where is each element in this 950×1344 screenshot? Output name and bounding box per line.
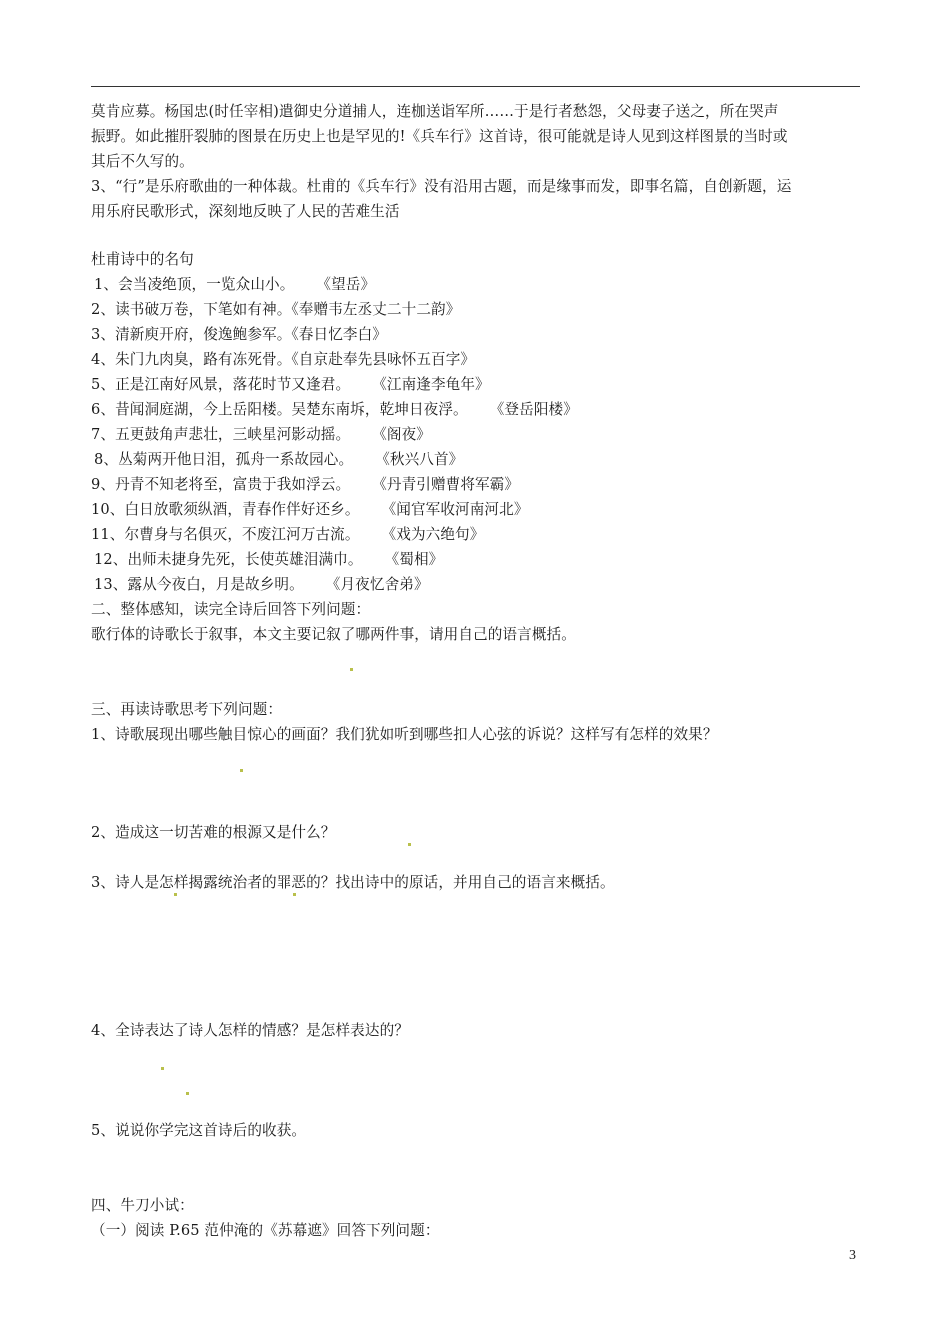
speck <box>186 1092 189 1095</box>
famous-line-source: 《登岳阳楼》 <box>489 401 578 418</box>
famous-line-text: 3、清新庾开府，俊逸鲍参军。 <box>91 326 292 343</box>
famous-line-item <box>91 397 861 422</box>
famous-line-item <box>94 547 864 572</box>
famous-line-text: 8、丛菊两开他日泪，孤舟一系故园心。 <box>94 451 354 468</box>
section-2-heading: 二、整体感知，读完全诗后回答下列问题： <box>91 601 371 618</box>
famous-line-text: 12、出师未捷身先死，长使英雄泪满巾。 <box>94 551 363 568</box>
section-3-heading: 三、再读诗歌思考下列问题： <box>91 701 283 718</box>
section-4-heading: 四、牛刀小试： <box>91 1197 194 1214</box>
famous-line-item <box>91 322 861 347</box>
famous-line-item <box>94 272 864 297</box>
intro-line-2: 振野。如此摧肝裂肺的图景在历史上也是罕见的!《兵车行》这首诗，很可能就是诗人见到这样图景的当时或 <box>91 128 788 145</box>
famous-line-item <box>91 497 861 522</box>
section-3-question-2: 2、造成这一切苦难的根源又是什么？ <box>91 824 336 841</box>
famous-line-text: 4、朱门九肉臭，路有冻死骨。 <box>91 351 292 368</box>
famous-line-text: 7、五更鼓角声悲壮，三峡星河影动摇。 <box>91 426 351 443</box>
famous-line-item <box>91 297 861 322</box>
intro-line-5: 用乐府民歌形式，深刻地反映了人民的苦难生活 <box>91 203 400 220</box>
section-3-question-4: 4、全诗表达了诗人怎样的情感？是怎样表达的？ <box>91 1022 409 1039</box>
famous-line-item <box>91 347 861 372</box>
intro-line-4: 3、“行”是乐府歌曲的一种体裁。杜甫的《兵车行》没有沿用古题，而是缘事而发，即事名篇，自创新题，运 <box>91 178 792 195</box>
famous-line-text: 6、昔闻洞庭湖，今上岳阳楼。吴楚东南坼，乾坤日夜浮。 <box>91 401 468 418</box>
famous-line-text: 13、露从今夜白，月是故乡明。 <box>94 576 304 593</box>
famous-line-source: 《丹青引赠曹将军霸》 <box>372 476 520 493</box>
famous-line-source: 《奉赠韦左丞丈二十二韵》 <box>291 301 461 318</box>
famous-line-source: 《春日忆李白》 <box>291 326 387 343</box>
famous-line-source: 《自京赴奉先县咏怀五百字》 <box>291 351 476 368</box>
speck <box>350 668 353 671</box>
famous-line-text: 11、尔曹身与名俱灭，不废江河万古流。 <box>91 526 360 543</box>
famous-line-text: 5、正是江南好风景，落花时节又逢君。 <box>91 376 351 393</box>
intro-line-1: 莫肯应募。杨国忠(时任宰相)遣御史分道捕人，连枷送诣军所……于是行者愁怨，父母妻子送之，所在哭声 <box>91 103 779 120</box>
famous-line-item <box>91 472 861 497</box>
famous-line-source: 《蜀相》 <box>384 551 444 568</box>
speck <box>174 893 177 896</box>
section-4-subheading: （一）阅读 P.65 范仲淹的《苏幕遮》回答下列问题： <box>91 1222 440 1239</box>
intro-line-3: 其后不久写的。 <box>91 153 194 170</box>
section-2-question: 歌行体的诗歌长于叙事，本文主要记叙了哪两件事，请用自己的语言概括。 <box>91 626 576 643</box>
famous-line-item <box>91 522 861 547</box>
speck <box>161 1067 164 1070</box>
famous-line-source: 《望岳》 <box>316 276 376 293</box>
famous-line-text: 1、会当凌绝顶，一览众山小。 <box>94 276 295 293</box>
famous-line-source: 《江南逢李龟年》 <box>372 376 490 393</box>
page-number: 3 <box>849 1248 856 1263</box>
speck <box>293 893 296 896</box>
famous-line-text: 2、读书破万卷，下笔如有神。 <box>91 301 292 318</box>
header-rule <box>91 86 860 87</box>
famous-line-item <box>94 447 864 472</box>
famous-line-item <box>94 572 864 597</box>
famous-line-source: 《月夜忆舍弟》 <box>325 576 429 593</box>
famous-line-item <box>91 372 861 397</box>
speck <box>240 769 243 772</box>
famous-line-source: 《阁夜》 <box>372 426 431 443</box>
famous-line-source: 《戏为六绝句》 <box>381 526 485 543</box>
famous-lines-heading: 杜甫诗中的名句 <box>91 251 194 268</box>
famous-line-source: 《秋兴八首》 <box>375 451 464 468</box>
section-3-question-3: 3、诗人是怎样揭露统治者的罪恶的？找出诗中的原话，并用自己的语言来概括。 <box>91 874 615 891</box>
famous-line-text: 9、丹青不知老将至，富贵于我如浮云。 <box>91 476 351 493</box>
section-3-question-1: 1、诗歌展现出哪些触目惊心的画面？我们犹如听到哪些扣人心弦的诉说？这样写有怎样的效果？ <box>91 726 718 743</box>
famous-line-text: 10、白日放歌须纵酒，青春作伴好还乡。 <box>91 501 360 518</box>
famous-line-item <box>91 422 861 447</box>
famous-line-source: 《闻官军收河南河北》 <box>381 501 529 518</box>
section-3-question-5: 5、说说你学完这首诗后的收获。 <box>91 1122 307 1139</box>
speck <box>408 843 411 846</box>
